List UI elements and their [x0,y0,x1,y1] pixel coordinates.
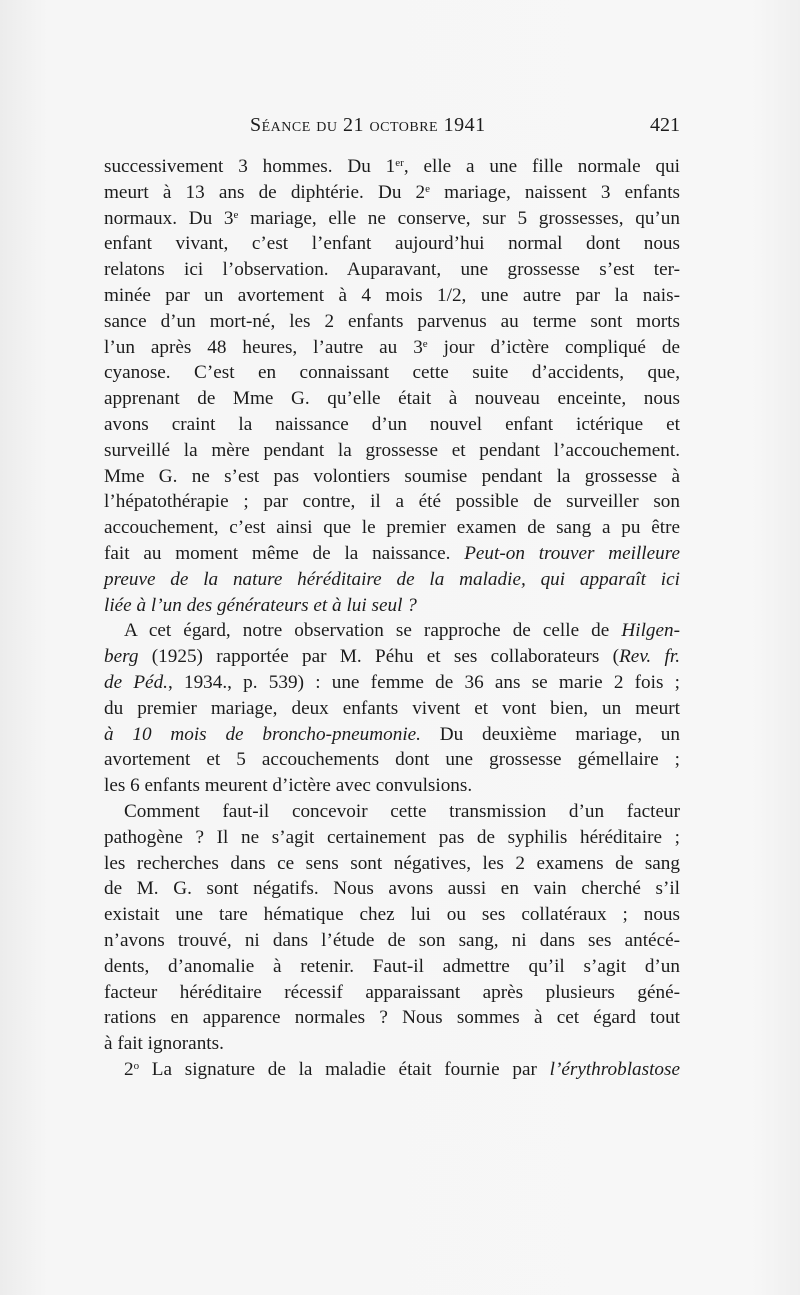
text-run: facteur héréditaire récessif apparaissant après plusieurs géné- [104,981,680,1003]
text-line [104,335,680,361]
text-run: Mme G. ne s’est pas volontiers soumise pendant la grossesse à [104,465,680,487]
superscript: er [395,157,404,169]
italic-text: liée à l’un des générateurs et à lui seul ? [104,594,417,616]
text-run: mariage, naissent 3 enfants [430,181,681,203]
text-line [104,515,680,541]
text-run: Du deuxième mariage, un [420,723,680,745]
text-line [104,257,680,283]
text-run: Comment faut-il concevoir cette transmission d’un facteur [124,800,680,822]
text-line [104,154,680,180]
text-line [104,670,680,696]
text-line [104,773,680,799]
text-run: dents, d’anomalie à retenir. Faut-il admettre qu’il s’agit d’un [104,955,680,977]
text-line [104,360,680,386]
superscript: e [422,337,428,350]
italic-text: de Péd. [104,671,168,693]
text-line [104,928,680,954]
text-line [104,489,680,515]
italic-text: Rev. fr. [619,646,680,668]
text-run: La signature de la maladie était fournie par [139,1058,550,1080]
text-run: fait au moment même de la naissance. [104,542,465,564]
text-line [104,747,680,773]
italic-text: l’érythroblastose [549,1058,680,1080]
text-run: existait une tare hématique chez lui ou ses collatéraux ; nous [104,904,680,926]
italic-text: preuve de la nature héréditaire de la maladie, qui apparaît ici [104,568,680,590]
text-line [104,799,680,825]
text-line [104,980,680,1006]
text-line [104,593,680,619]
text-line [104,1031,680,1057]
text-line [104,567,680,593]
text-run: normaux. Du 3 [104,207,234,229]
text-run: mariage, elle ne conserve, sur 5 grossesses, qu’un [238,207,680,229]
page-number: 421 [650,114,680,136]
text-run: (1925) rapportée par M. Péhu et ses collaborateurs ( [138,646,620,668]
italic-text: à 10 mois de broncho-pneumonie. [104,723,421,745]
text-run: rations en apparence normales ? Nous sommes à cet égard tout [104,1007,680,1029]
text-line [104,851,680,877]
text-line [104,180,680,206]
text-run: relatons ici l’observation. Auparavant, une grossesse s’est ter- [104,259,680,281]
text-run: , 1934., p. 539) : une femme de 36 ans se marie 2 fois ; [167,671,680,693]
italic-text: Hilgen- [621,620,680,642]
text-run: à fait ignorants. [104,1033,224,1055]
text-line [104,696,680,722]
text-line [104,644,680,670]
text-run: l’hépatothérapie ; par contre, il a été possible de surveiller son [104,491,680,513]
text-run: pathogène ? Il ne s’agit certainement pas de syphilis héréditaire ; [104,826,680,848]
text-line [104,283,680,309]
text-line [104,618,680,644]
text-run: 2 [124,1058,134,1080]
text-run: n’avons trouvé, ni dans l’étude de son sang, ni dans ses antécé- [104,929,680,951]
italic-text: berg [104,646,139,668]
text-run: avortement et 5 accouchements dont une grossesse gémellaire ; [104,749,680,771]
text-line [104,438,680,464]
text-line [104,722,680,748]
italic-text: Peut-on trouver meilleure [464,542,681,564]
text-run: cyanose. C’est en connaissant cette suite d’accidents, que, [104,362,680,384]
text-run: meurt à 13 ans de diphtérie. Du 2 [104,181,426,203]
text-run: sance d’un mort-né, les 2 enfants parvenus au terme sont morts [104,310,680,332]
text-line [104,825,680,851]
text-run: les recherches dans ce sens sont négatives, les 2 examens de sang [104,852,680,874]
text-line [104,1005,680,1031]
text-line [104,954,680,980]
text-line [104,876,680,902]
text-line [104,206,680,232]
page-header [104,114,680,144]
text-line [104,231,680,257]
text-run: minée par un avortement à 4 mois 1/2, une autre par la nais- [104,284,680,306]
text-run: enfant vivant, c’est l’enfant aujourd’hui normal dont nous [104,233,680,255]
superscript: e [425,182,431,195]
text-line [104,412,680,438]
text-line [104,386,680,412]
running-title: Séance du 21 octobre 1941 [250,114,486,136]
text-run: A cet égard, notre observation se rapproche de celle de [124,620,622,642]
text-line [104,464,680,490]
text-run: l’un après 48 heures, l’autre au 3 [104,336,423,358]
text-run: successivement 3 hommes. Du 1 [104,156,396,177]
text-run: avons craint la naissance d’un nouvel enfant ictérique et [104,413,680,435]
text-run: apprenant de Mme G. qu’elle était à nouveau enceinte, nous [104,388,680,410]
text-line [104,541,680,567]
text-run: de M. G. sont négatifs. Nous avons aussi en vain cherché s’il [104,878,680,900]
text-line [104,309,680,335]
superscript: o [133,1059,140,1072]
body-text [104,154,680,1083]
text-line [104,1057,680,1083]
text-line [104,902,680,928]
text-run: , elle a une fille normale qui [403,156,680,177]
superscript: e [233,208,239,221]
text-run: jour d’ictère compliqué de [427,336,680,358]
text-run: surveillé la mère pendant la grossesse et pendant l’accouchement. [104,439,680,461]
text-run: du premier mariage, deux enfants vivent et vont bien, un meurt [104,697,680,719]
text-run: accouchement, c’est ainsi que le premier examen de sang a pu être [104,517,680,539]
text-run: les 6 enfants meurent d’ictère avec convulsions. [104,775,473,797]
